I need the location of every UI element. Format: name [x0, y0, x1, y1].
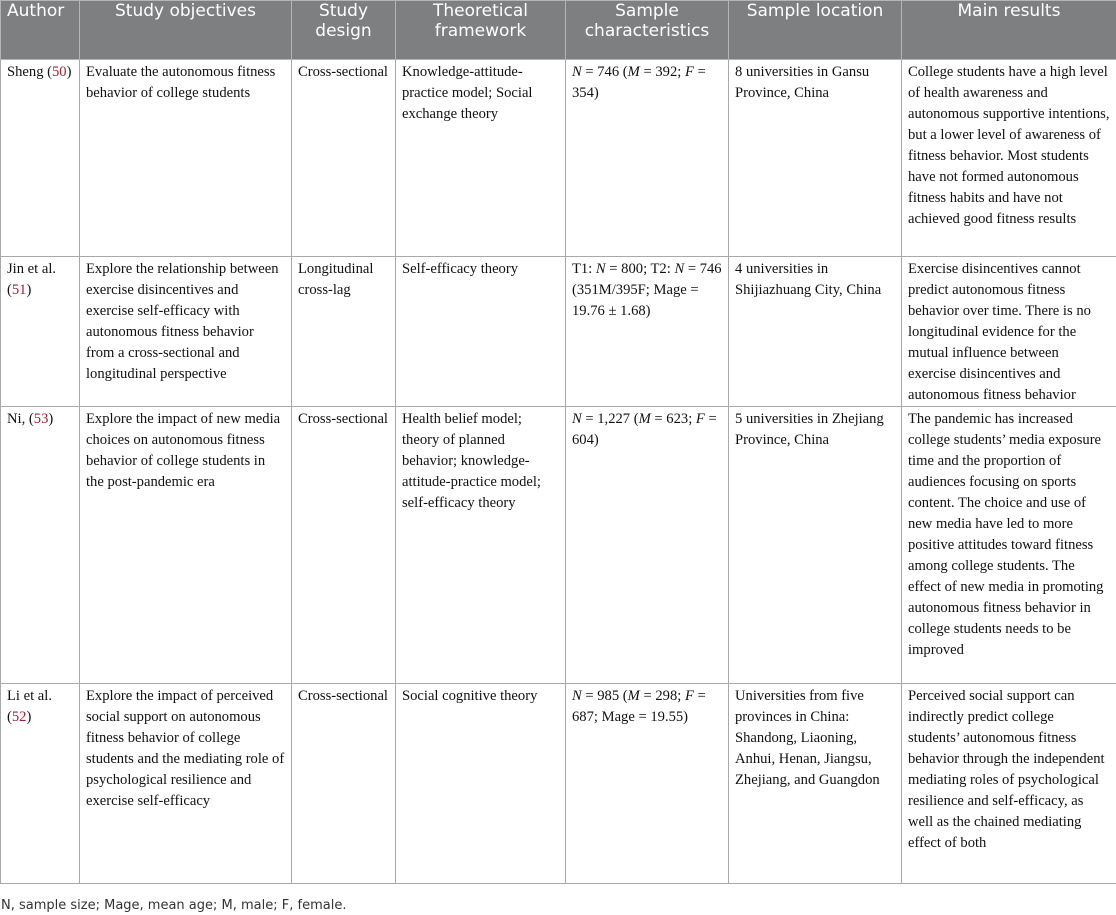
author-cell — [1, 257, 80, 407]
table-row — [1, 60, 1116, 257]
sample-n-value: = 985 ( — [581, 688, 628, 704]
design-cell: Cross-sectional — [292, 407, 396, 684]
header-main-results: Main results — [902, 1, 1116, 60]
author-reference-link[interactable]: 51 — [11, 282, 27, 298]
framework-cell: Knowledge-attitude-practice model; Social exchange theory — [396, 60, 566, 257]
results-cell: College students have a high level of health awareness and autonomous supportive intentions, but a lower level of awareness of fitness behavior. Most students have not formed autonomous fitness habits and have not achieved good fitness results — [902, 60, 1116, 257]
sample-cell — [566, 60, 729, 257]
author-ref-close: ) — [66, 64, 72, 80]
sample-f-label: F — [695, 411, 705, 427]
objectives-cell: Explore the relationship between exercise disincentives and exercise self-efficacy with autonomous fitness behavior from a cross-sectional and longitudinal perspective — [80, 257, 292, 407]
author-name: Ni, — [7, 411, 26, 427]
table-row — [1, 257, 1116, 407]
author-name: Jin et al. — [7, 261, 57, 277]
results-cell: Exercise disincentives cannot predict autonomous fitness behavior over time. There is no longitudinal evidence for the mutual influence between exercise disincentives and autonomous fitness behavior — [902, 257, 1116, 407]
framework-cell: Health belief model; theory of planned behavior; knowledge-attitude-practice model; self-efficacy theory — [396, 407, 566, 684]
results-cell: The pandemic has increased college students’ media exposure time and the proportion of audiences focusing on sports content. The choice and use of new media have led to more positive attitudes toward fitness among college students. The effect of new media in promoting autonomous fitness behavior in college students needs to be improved — [902, 407, 1116, 684]
results-cell: Perceived social support can indirectly predict college students’ autonomous fitness behavior through the independent mediating roles of psychological resilience and self-efficacy, as well as the chained mediating effect of both — [902, 684, 1116, 884]
sample-m-value: = 623; — [650, 411, 696, 427]
design-cell: Longitudinal cross-lag — [292, 257, 396, 407]
table-row — [1, 684, 1116, 884]
framework-cell: Self-efficacy theory — [396, 257, 566, 407]
sample-n2-value: = 746 (351M/395F; Mage = 19.76 ± 1.68) — [572, 261, 722, 319]
location-cell: Universities from five provinces in China: Shandong, Liaoning, Anhui, Henan, Jiangsu, Zhejiang, and Guangdon — [729, 684, 902, 884]
sample-cell — [566, 407, 729, 684]
author-cell — [1, 407, 80, 684]
header-theoretical-framework: Theoretical framework — [396, 1, 566, 60]
author-cell — [1, 684, 80, 884]
sample-n-label: N — [572, 64, 582, 80]
header-author: Author — [1, 1, 80, 60]
design-cell: Cross-sectional — [292, 684, 396, 884]
author-ref-open: ( — [7, 282, 12, 298]
sample-f-label: F — [684, 64, 694, 80]
sample-m-label: M — [627, 688, 640, 704]
table-footnote: N, sample size; Mage, mean age; M, male; F, female. — [1, 898, 347, 913]
location-cell: 8 universities in Gansu Province, China — [729, 60, 902, 257]
sample-cell — [566, 684, 729, 884]
sample-n1-value: = 800; T2: — [605, 261, 675, 277]
author-ref-close: ) — [48, 411, 54, 427]
author-name: Li et al. — [7, 688, 52, 704]
sample-m-value: = 392; — [639, 64, 685, 80]
sample-n-value: = 746 ( — [581, 64, 628, 80]
author-ref-open: ( — [25, 411, 34, 427]
sample-n-value: = 1,227 ( — [581, 411, 639, 427]
objectives-cell: Evaluate the autonomous fitness behavior of college students — [80, 60, 292, 257]
location-cell: 4 universities in Shijiazhuang City, China — [729, 257, 902, 407]
objectives-cell: Explore the impact of perceived social support on autonomous fitness behavior of college students and the mediating role of psychological resilience and exercise self-efficacy — [80, 684, 292, 884]
author-ref-open: ( — [7, 709, 12, 725]
author-name: Sheng — [7, 64, 44, 80]
author-reference-link[interactable]: 53 — [33, 411, 49, 427]
sample-f-label: F — [684, 688, 694, 704]
sample-m-label: M — [627, 64, 640, 80]
sample-f-value: = 604) — [572, 411, 717, 448]
framework-cell: Social cognitive theory — [396, 684, 566, 884]
author-ref-close: ) — [26, 282, 32, 298]
sample-m-value: = 298; — [639, 688, 685, 704]
sample-f-value: = 354) — [572, 64, 706, 101]
sample-f-value: = 687; Mage = 19.55) — [572, 688, 706, 725]
header-sample-location: Sample location — [729, 1, 902, 60]
author-ref-close: ) — [26, 709, 32, 725]
header-study-objectives: Study objectives — [80, 1, 292, 60]
sample-n-label: N — [572, 688, 582, 704]
table-row — [1, 407, 1116, 684]
design-cell: Cross-sectional — [292, 60, 396, 257]
sample-m-label: M — [638, 411, 651, 427]
header-row — [1, 1, 1116, 60]
header-study-design: Study design — [292, 1, 396, 60]
sample-n-label: N — [572, 411, 582, 427]
sample-t1-prefix: T1: — [572, 261, 596, 277]
objectives-cell: Explore the impact of new media choices on autonomous fitness behavior of college students in the post-pandemic era — [80, 407, 292, 684]
author-ref-open: ( — [43, 64, 52, 80]
sample-cell — [566, 257, 729, 407]
header-sample-characteristics: Sample characteristics — [566, 1, 729, 60]
sample-n2-label: N — [674, 261, 685, 277]
sample-n1-label: N — [595, 261, 606, 277]
author-reference-link[interactable]: 50 — [52, 64, 67, 80]
author-reference-link[interactable]: 52 — [11, 709, 27, 725]
author-cell — [1, 60, 80, 257]
location-cell: 5 universities in Zhejiang Province, China — [729, 407, 902, 684]
